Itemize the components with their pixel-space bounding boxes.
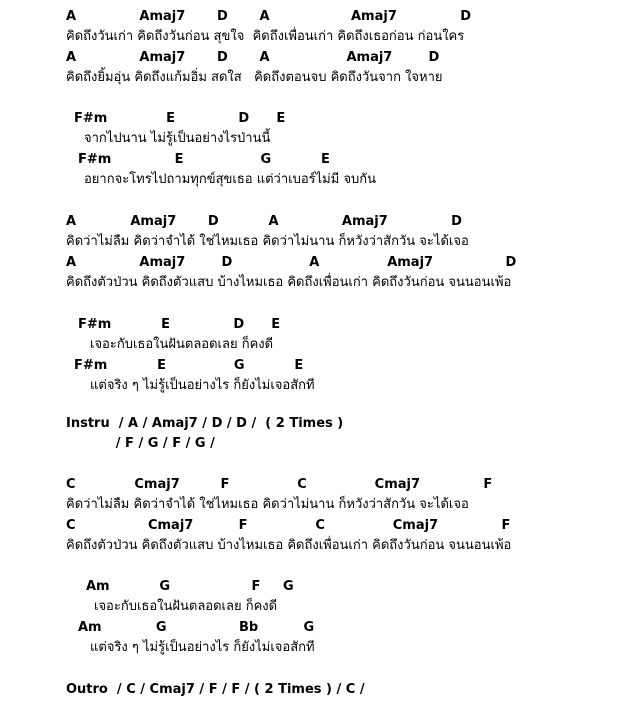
chord-line: F#m E G E xyxy=(78,152,330,167)
lyric-line: คิดว่าไม่ลืม คิดว่าจำได้ ใช่ไหมเธอ คิดว่าไม่นาน ก็หวังว่าสักวัน จะได้เจอ xyxy=(66,234,469,249)
chord-line: A Amaj7 D A Amaj7 D xyxy=(66,255,517,270)
lyric-line: คิดว่าไม่ลืม คิดว่าจำได้ ใช่ไหมเธอ คิดว่าไม่นาน ก็หวังว่าสักวัน จะได้เจอ xyxy=(66,497,469,512)
lyric-line: คิดถึงยิ้มอุ่น คิดถึงแก้มอิ่ม สดใส คิดถึงตอนจบ คิดถึงวันจาก ใจหาย xyxy=(66,70,443,85)
lyric-line: คิดถึงตัวป่วน คิดถึงตัวแสบ บ้างไหมเธอ คิดถึงเพื่อนเก่า คิดถึงวันก่อน จนนอนเพ้อ xyxy=(66,538,512,553)
chord-line: F#m E D E xyxy=(78,317,281,332)
chord-line: F#m E G E xyxy=(74,358,304,373)
lyric-line: แต่จริง ๆ ไม่รู้เป็นอย่างไร ก็ยังไม่เจอสักที xyxy=(90,640,315,655)
lyric-line: คิดถึงตัวป่วน คิดถึงตัวแสบ บ้างไหมเธอ คิดถึงเพื่อนเก่า คิดถึงวันก่อน จนนอนเพ้อ xyxy=(66,275,512,290)
instrumental-line: / F / G / F / G / xyxy=(66,436,215,451)
lyric-line: คิดถึงวันเก่า คิดถึงวันก่อน สุขใจ คิดถึงเพื่อนเก่า คิดถึงเธอก่อน ก่อนใคร xyxy=(66,29,465,44)
chord-line: C Cmaj7 F C Cmaj7 F xyxy=(66,518,511,533)
chord-line: A Amaj7 D A Amaj7 D xyxy=(66,9,472,24)
chord-line: Am G F G xyxy=(86,579,294,594)
outro-line: Outro / C / Cmaj7 / F / F / ( 2 Times ) / C / xyxy=(66,682,365,697)
lyric-line: แต่จริง ๆ ไม่รู้เป็นอย่างไร ก็ยังไม่เจอสักที xyxy=(90,378,315,393)
instrumental-line: Instru / A / Amaj7 / D / D / ( 2 Times ) xyxy=(66,416,344,431)
chord-line: A Amaj7 D A Amaj7 D xyxy=(66,214,462,229)
lyric-line: อยากจะโทรไปถามทุกข์สุขเธอ แต่ว่าเบอร์ไม่มี จบกัน xyxy=(84,172,377,187)
chord-line: F#m E D E xyxy=(74,111,286,126)
chord-line: C Cmaj7 F C Cmaj7 F xyxy=(66,477,493,492)
lyric-line: เจอะกับเธอในฝันตลอดเลย ก็คงดี xyxy=(90,337,274,352)
chord-line: Am G Bb G xyxy=(78,620,315,635)
lyric-line: เจอะกับเธอในฝันตลอดเลย ก็คงดี xyxy=(94,599,278,614)
chord-line: A Amaj7 D A Amaj7 D xyxy=(66,50,440,65)
lyric-line: จากไปนาน ไม่รู้เป็นอย่างไรป่านนี้ xyxy=(84,131,271,146)
